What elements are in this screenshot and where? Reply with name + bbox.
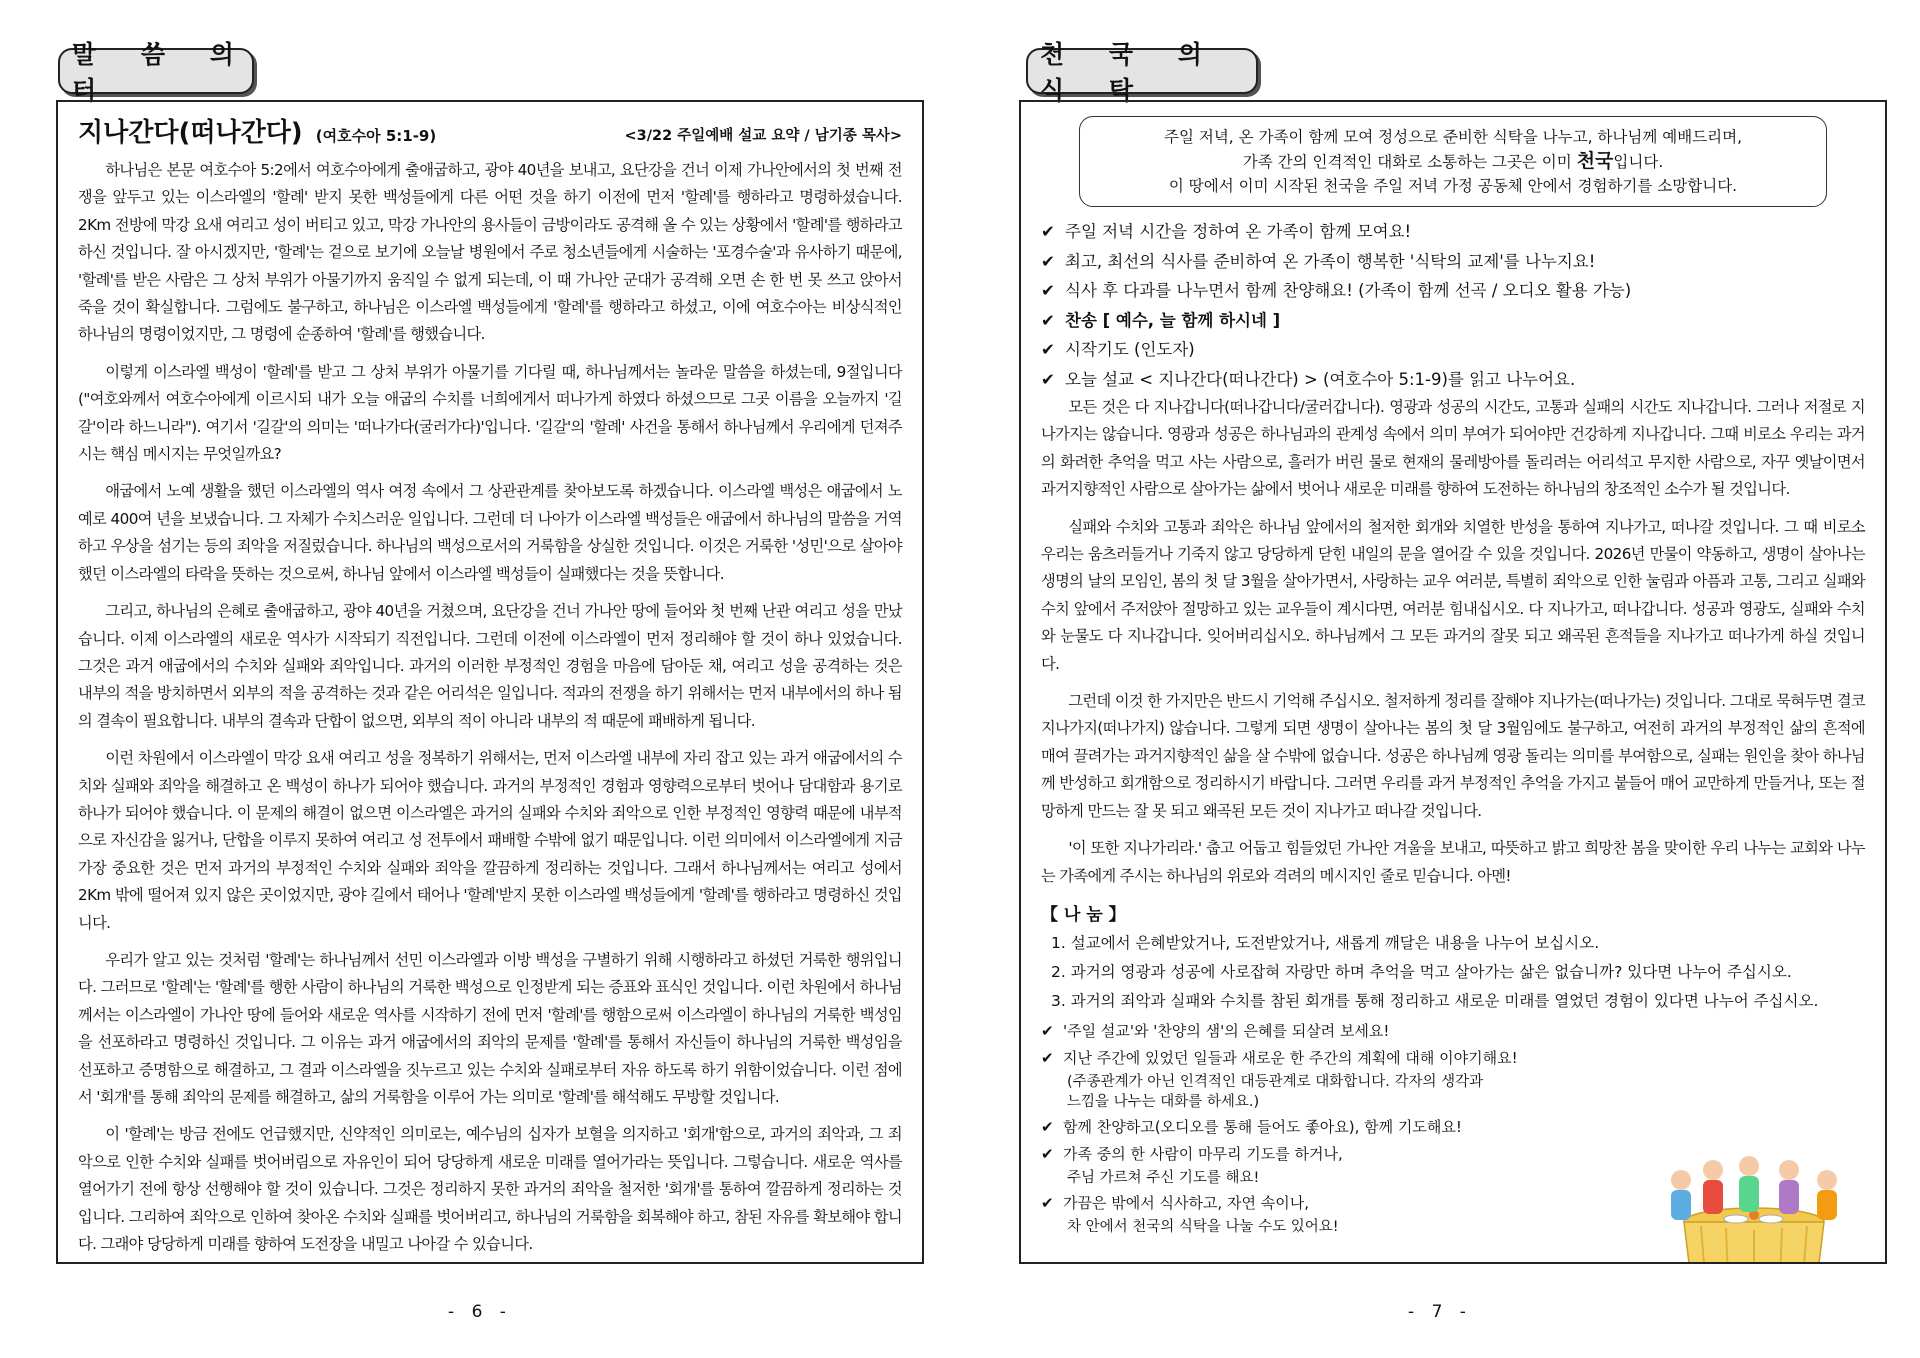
check-icon: ✔ (1041, 1021, 1054, 1040)
sermon-paragraph: 우리가 알고 있는 것처럼 '할례'는 하나님께서 선민 이스라엘과 이방 백성을 구별하기 위해 시행하라고 하셨던 거룩한 행위입니다. 그러므로 '할례'는 '할례'를 행한 사람이 하나님의 거룩한 백성으로 인정받게 되는 증표와 표식인 것입니다. 이런 차원에서 하나님께서는 이스라엘이 가나안 땅에 들어와 새로운 역사를 시작하기 전에 먼저 '할례'를 행함으로써 이스라엘이 하나님의 거룩한 백성임을 선포하라고 명령하신 것입니다. 그 이유는 과거 애굽에서의 죄악의 문제를 '할례'를 통해서 자신들이 하나님의 거룩한 백성임을 선포하고 증명함으로 해결하고, 그 결과 이스라엘을 짓누르고 있는 수치와 실패로부터 자유 하도록 하기 위함이었습니다. 이런 점에서 '회개'를 통해 죄악의 문제를 해결하고, 삶의 거룩함을 이루어 가는 의미로 '할례'를 해석해도 무방할 것입니다. (78, 950, 902, 1106)
sermon-header (78, 112, 902, 149)
sermon-paragraph: 애굽에서 노예 생활을 했던 이스라엘의 역사 여정 속에서 그 상관관계를 찾아보도록 하겠습니다. 이스라엘 백성은 애굽에서 노예로 400여 년을 보냈습니다. 그 자체가 수치스러운 일입니다. 그런데 더 나아가 이스라엘 백성들은 애굽에서 하나님의 말씀을 거역하고 우상을 섬기는 등의 죄악을 저질렀습니다. 하나님의 백성으로서의 거룩함을 상실한 것입니다. 이것은 거룩한 '성민'으로 살아야 했던 이스라엘의 타락을 뜻하는 것으로써, 하나님 앞에서 이스라엘 백성들이 실패했다는 것을 뜻합니다. (78, 482, 902, 583)
sermon-frame (56, 100, 924, 1264)
tip-text: 가끔은 밖에서 식사하고, 자연 속이나, (1063, 1193, 1309, 1212)
intro-line: 주일 저녁, 온 가족이 함께 모여 정성으로 준비한 식탁을 나누고, 하나님께 예배드리며, (1163, 128, 1743, 146)
tip-text: '주일 설교'와 '찬양의 샘'의 은혜를 되살려 보세요! (1063, 1021, 1390, 1040)
tip-text: 지난 주간에 있었던 일들과 새로운 한 주간의 계획에 대해 이야기해요! (1063, 1048, 1518, 1067)
intro-line-text: 입니다. (1613, 153, 1664, 171)
tip-item (1041, 1116, 1865, 1139)
tip-subtext: 주님 가르쳐 주신 기도를 해요! (1067, 1169, 1260, 1186)
table-guide-frame (1019, 100, 1887, 1264)
checklist-item (1041, 335, 1865, 365)
reflection-paragraph: 그런데 이것 한 가지만은 반드시 기억해 주십시오. 철저하게 정리를 잘해야 지나가는(떠나가는) 것입니다. 그대로 묵혀두면 결코 지나가지(떠나가지) 않습니다. 그렇게 되면 생명이 살아나는 봄의 첫 달 3월임에도 불구하고, 여전히 과거의 부정적인 삶의 흔적에 매여 끌려가는 과거지향적인 삶을 살 수밖에 없습니다. 성공은 하나님께 영광 돌리는 의미를 부여함으로, 실패는 원인을 찾아 하나님께 반성하고 회개함으로 정리하시기 바랍니다. 그러면 우리를 과거 부정적인 추억을 가지고 붙들어 매어 교만하게 만들거나, 또는 절망하게 만드는 잘 못 되고 왜곡된 모든 것이 지나가고 떠나갈 것입니다. (1041, 692, 1865, 820)
tips-list (1041, 1020, 1865, 1237)
reflection-paragraph: 모든 것은 다 지나갑니다(떠나갑니다/굴러갑니다). 영광과 성공의 시간도, 고통과 실패의 시간도 지나갑니다. 그러나 저절로 지나가지는 않습니다. 영광과 성공은 하나님과의 관계성 속에서 의미 부여가 되어야만 건강하게 지나갑니다. 그때 비로소 우리는 과거의 화려한 추억을 먹고 사는 사람으로, 흘러가 버린 물로 현재의 물레방아를 돌리려는 어리석고 무지한 사람으로, 자꾸 옛날이면서 과거지향적인 사람으로 살아가는 삶에서 벗어나 새로운 미래를 향하여 도전하는 하나님의 창조적인 소수가 될 것입니다. (1041, 398, 1865, 499)
section-tab-left: 말 씀 의 터 (58, 48, 254, 94)
intro-box (1079, 116, 1827, 207)
sermon-paragraph: 이 '할례'는 방금 전에도 언급했지만, 신약적인 의미로는, 예수님의 십자가 보혈을 의지하고 '회개'함으로, 과거의 죄악과, 그 죄악으로 인한 수치와 실패를 벗어버림으로 자유인이 되어 당당하게 새로운 미래를 열어가라는 뜻입니다. 그렇습니다. 새로운 역사를 열어가기 전에 항상 선행해야 할 것이 있습니다. 그것은 정리하지 못한 과거의 죄악을 철저한 '회개'를 통하여 깔끔하게 정리하는 것입니다. 그리하여 죄악으로 인하여 찾아온 수치와 실패를 벗어버리고, 하나님의 거룩함을 회복해야 하고, 참된 자유를 확보해야 합니다. 그래야 당당하게 미래를 향하여 도전장을 내밀고 나아갈 수 있습니다. (78, 1125, 902, 1254)
check-icon: ✔ (1041, 1193, 1054, 1212)
check-icon: ✔ (1041, 369, 1055, 389)
sermon-title: 지나간다(떠나간다) (78, 118, 303, 148)
checklist-item (1041, 247, 1865, 277)
checklist-text: 최고, 최선의 식사를 준비하여 온 가족이 행복한 '식탁의 교제'를 나누지요! (1065, 251, 1596, 271)
tip-item (1041, 1047, 1865, 1070)
share-question: 2. 과거의 영광과 성공에 사로잡혀 자랑만 하며 추억을 먹고 살아가는 삶은 없습니까? 있다면 나누어 주십시오. (1051, 962, 1792, 981)
checklist-text: 시작기도 (인도자) (1065, 340, 1195, 359)
right-page (960, 0, 1920, 1358)
checklist-item (1041, 276, 1865, 306)
checklist-text: 오늘 설교 < 지나간다(떠나간다) > (여호수아 5:1-9)를 읽고 나누어요. (1065, 369, 1576, 389)
checklist-text: 식사 후 다과를 나누면서 함께 찬양해요! (가족이 함께 선곡 / 오디오 활용 가능) (1065, 281, 1632, 300)
intro-highlight: 천국 (1576, 150, 1614, 172)
tip-text: 함께 찬양하고(오디오를 통해 들어도 좋아요), 함께 기도해요! (1063, 1117, 1462, 1136)
check-icon: ✔ (1041, 1048, 1054, 1067)
intro-line: 이 땅에서 이미 시작된 천국을 주일 저녁 가정 공동체 안에서 경험하기를 소망합니다. (1168, 177, 1738, 195)
family-dinner-illustration (1651, 1140, 1857, 1264)
page-number-right: - 7 - (1408, 1302, 1472, 1322)
check-icon: ✔ (1041, 1117, 1054, 1136)
checklist (1041, 217, 1865, 394)
check-icon: ✔ (1041, 251, 1055, 271)
check-icon: ✔ (1041, 310, 1055, 330)
tip-text: 가족 중의 한 사람이 마무리 기도를 하거나, (1063, 1144, 1343, 1163)
share-section-title: 【 나 눔 】 (1041, 904, 1126, 925)
sermon-paragraph: 하나님은 본문 여호수아 5:2에서 여호수아에게 출애굽하고, 광야 40년을 보내고, 요단강을 건너 이제 가나안에서의 첫 번째 전쟁을 앞두고 있는 이스라엘의 '할례' 받지 못한 백성들에게 다른 어떤 것을 하기 이전에 먼저 '할례'를 행하라고 명령하셨습니다. 2Km 전방에 막강 요새 여리고 성이 버티고 있고, 막강 가나안의 용사들이 금방이라도 공격해 올 수 있는 상황에서 '할례'를 행하라고 하신 것입니다. 잘 아시겠지만, '할례'는 겉으로 보기에 오늘날 병원에서 주로 청소년들에게 시술하는 '포경수술'과 유사하기 때문에, '할례'를 받은 사람은 그 상처 부위가 아물기까지 움직일 수 없게 되는데, 이 때 가나안 군대가 공격해 오면 손 한 번 못 쓰고 앉아서 죽을 것이 확실합니다. 그럼에도 불구하고, 하나님은 이스라엘 백성들에게 '할례'를 행하라고 하셨고, 이에 여호수아는 비상식적인 하나님의 명령이었지만, 그 명령에 순종하여 '할례'를 행했습니다. (78, 161, 902, 344)
checklist-item (1041, 306, 1865, 336)
sermon-scripture-ref: (여호수아 5:1-9) (315, 127, 437, 145)
reflection-paragraph: '이 또한 지나가리라.' 춥고 어둡고 힘들었던 가나안 겨울을 보내고, 따뜻하고 밝고 희망찬 봄을 맞이한 우리 나누는 교회와 나누는 가족에게 주시는 하나님의 위로와 격려의 메시지인 줄로 믿습니다. 아멘! (1041, 839, 1865, 885)
sermon-paragraph: 그리고, 하나님의 은혜로 출애굽하고, 광야 40년을 거쳤으며, 요단강을 건너 가나안 땅에 들어와 첫 번째 난관 여리고 성을 만났습니다. 이제 이스라엘의 새로운 역사가 시작되기 직전입니다. 그런데 이전에 이스라엘이 먼저 정리해야 할 것이 하나 있었습니다. 그것은 과거 애굽에서의 수치와 실패와 죄악입니다. 과거의 이러한 부정적인 경험을 마음에 담아둔 채, 여리고 성을 공격하는 것은 내부의 적을 방치하면서 외부의 적을 공격하는 것과 같은 어리석은 일입니다. 적과의 전쟁을 하기 위해서는 먼저 내부에서의 하나 됨의 결속이 필요합니다. 내부의 결속과 단합이 없으면, 외부의 적이 아니라 내부의 적 때문에 패배하게 됩니다. (78, 602, 902, 730)
checklist-text: 찬송 [ 예수, 늘 함께 하시네 ] (1065, 310, 1281, 330)
intro-line-text: 가족 간의 인격적인 대화로 소통하는 그곳은 이미 (1242, 153, 1577, 171)
checklist-text: 주일 저녁 시간을 정하여 온 가족이 함께 모여요! (1065, 222, 1412, 241)
check-icon: ✔ (1041, 1144, 1054, 1163)
sermon-paragraph: 이런 차원에서 이스라엘이 막강 요새 여리고 성을 정복하기 위해서는, 먼저 이스라엘 내부에 자리 잡고 있는 과거 애굽에서의 수치와 실패와 죄악을 해결하고 온 백성이 하나가 되어야 했습니다. 과거의 부정적인 경험과 영향력으로부터 벗어나 담대함과 용기로 하나가 되어야 했습니다. 이 문제의 해결이 없으면 이스라엘은 과거의 실패와 수치와 죄악으로 인한 부정적인 영향력 때문에 내부적으로 자신감을 잃거나, 단합을 이루지 못하여 여리고 성 전투에서 패배할 수밖에 없기 때문입니다. 이런 의미에서 이스라엘에게 지금 가장 중요한 것은 먼저 과거의 부정적인 수치와 실패와 죄악을 깔끔하게 정리하는 것입니다. 그래서 하나님께서는 여리고 성에서 2Km 밖에 떨어져 있지 않은 곳이었지만, 광야 길에서 태어나 '할례'받지 못한 이스라엘 백성들에게 '할례'를 행하라고 명령하신 것입니다. (78, 749, 902, 932)
checklist-item (1041, 365, 1865, 395)
share-question: 1. 설교에서 은혜받았거나, 도전받았거나, 새롭게 깨달은 내용을 나누어 보십시오. (1051, 933, 1600, 952)
tip-item (1041, 1020, 1865, 1043)
page-number-left: - 6 - (448, 1302, 512, 1322)
sermon-paragraph: 이렇게 이스라엘 백성이 '할례'를 받고 그 상처 부위가 아물기를 기다릴 때, 하나님께서는 놀라운 말씀을 하셨는데, 9절입니다("여호와께서 여호수아에게 이르시되 내가 오늘 애굽의 수치를 너희에게서 떠나가게 하였다 하셨으므로 그곳 이름을 오늘까지 '길갈'이라 하느니라"). 여기서 '길갈'의 의미는 '떠나가다(굴러가다)'입니다. '길갈'의 '할례' 사건을 통해서 하나님께서 우리에게 던져주시는 핵심 메시지는 무엇일까요? (78, 362, 903, 464)
tip-subtext: (주종관계가 아닌 인격적인 대등관계로 대화합니다. 각자의 생각과 느낌을 나누는 대화를 하세요.) (1067, 1073, 1484, 1110)
check-icon: ✔ (1041, 222, 1055, 241)
reflection-paragraph: 실패와 수치와 고통과 죄악은 하나님 앞에서의 철저한 회개와 치열한 반성을 통하여 지나가고, 떠나갈 것입니다. 그 때 비로소 우리는 움츠러들거나 기죽지 않고 당당하게 닫힌 내일의 문을 열어갈 수 있을 것입니다. 2026년 만물이 약동하고, 생명이 살아나는 생명의 날의 모임인, 봄의 첫 달 3월을 살아가면서, 사랑하는 교우 여러분, 특별히 죄악으로 인한 눌림과 아픔과 고통, 그리고 실패와 수치 앞에서 주저앉아 절망하고 있는 교우들이 계시다면, 여러분 힘내십시오. 다 지나가고, 떠나갑니다. 성공과 영광도, 실패와 수치와 눈물도 다 지나갑니다. 잊어버리십시오. 하나님께서 그 모든 과거의 잘못 되고 왜곡된 흔적들을 지나가고 떠나가게 하실 것입니다. (1041, 517, 1865, 673)
section-tab-right: 천 국 의 식 탁 (1026, 48, 1258, 94)
check-icon: ✔ (1041, 281, 1055, 300)
tip-subtext: 차 안에서 천국의 식탁을 나눌 수도 있어요! (1067, 1218, 1339, 1235)
checklist-item (1041, 217, 1865, 247)
share-question: 3. 과거의 죄악과 실패와 수치를 참된 회개를 통해 정리하고 새로운 미래를 열었던 경험이 있다면 나누어 주십시오. (1051, 991, 1819, 1010)
check-icon: ✔ (1041, 340, 1055, 359)
intro-line (1096, 149, 1810, 174)
sermon-subtitle: <3/22 주일예배 설교 요약 / 남기종 목사> (624, 128, 902, 144)
